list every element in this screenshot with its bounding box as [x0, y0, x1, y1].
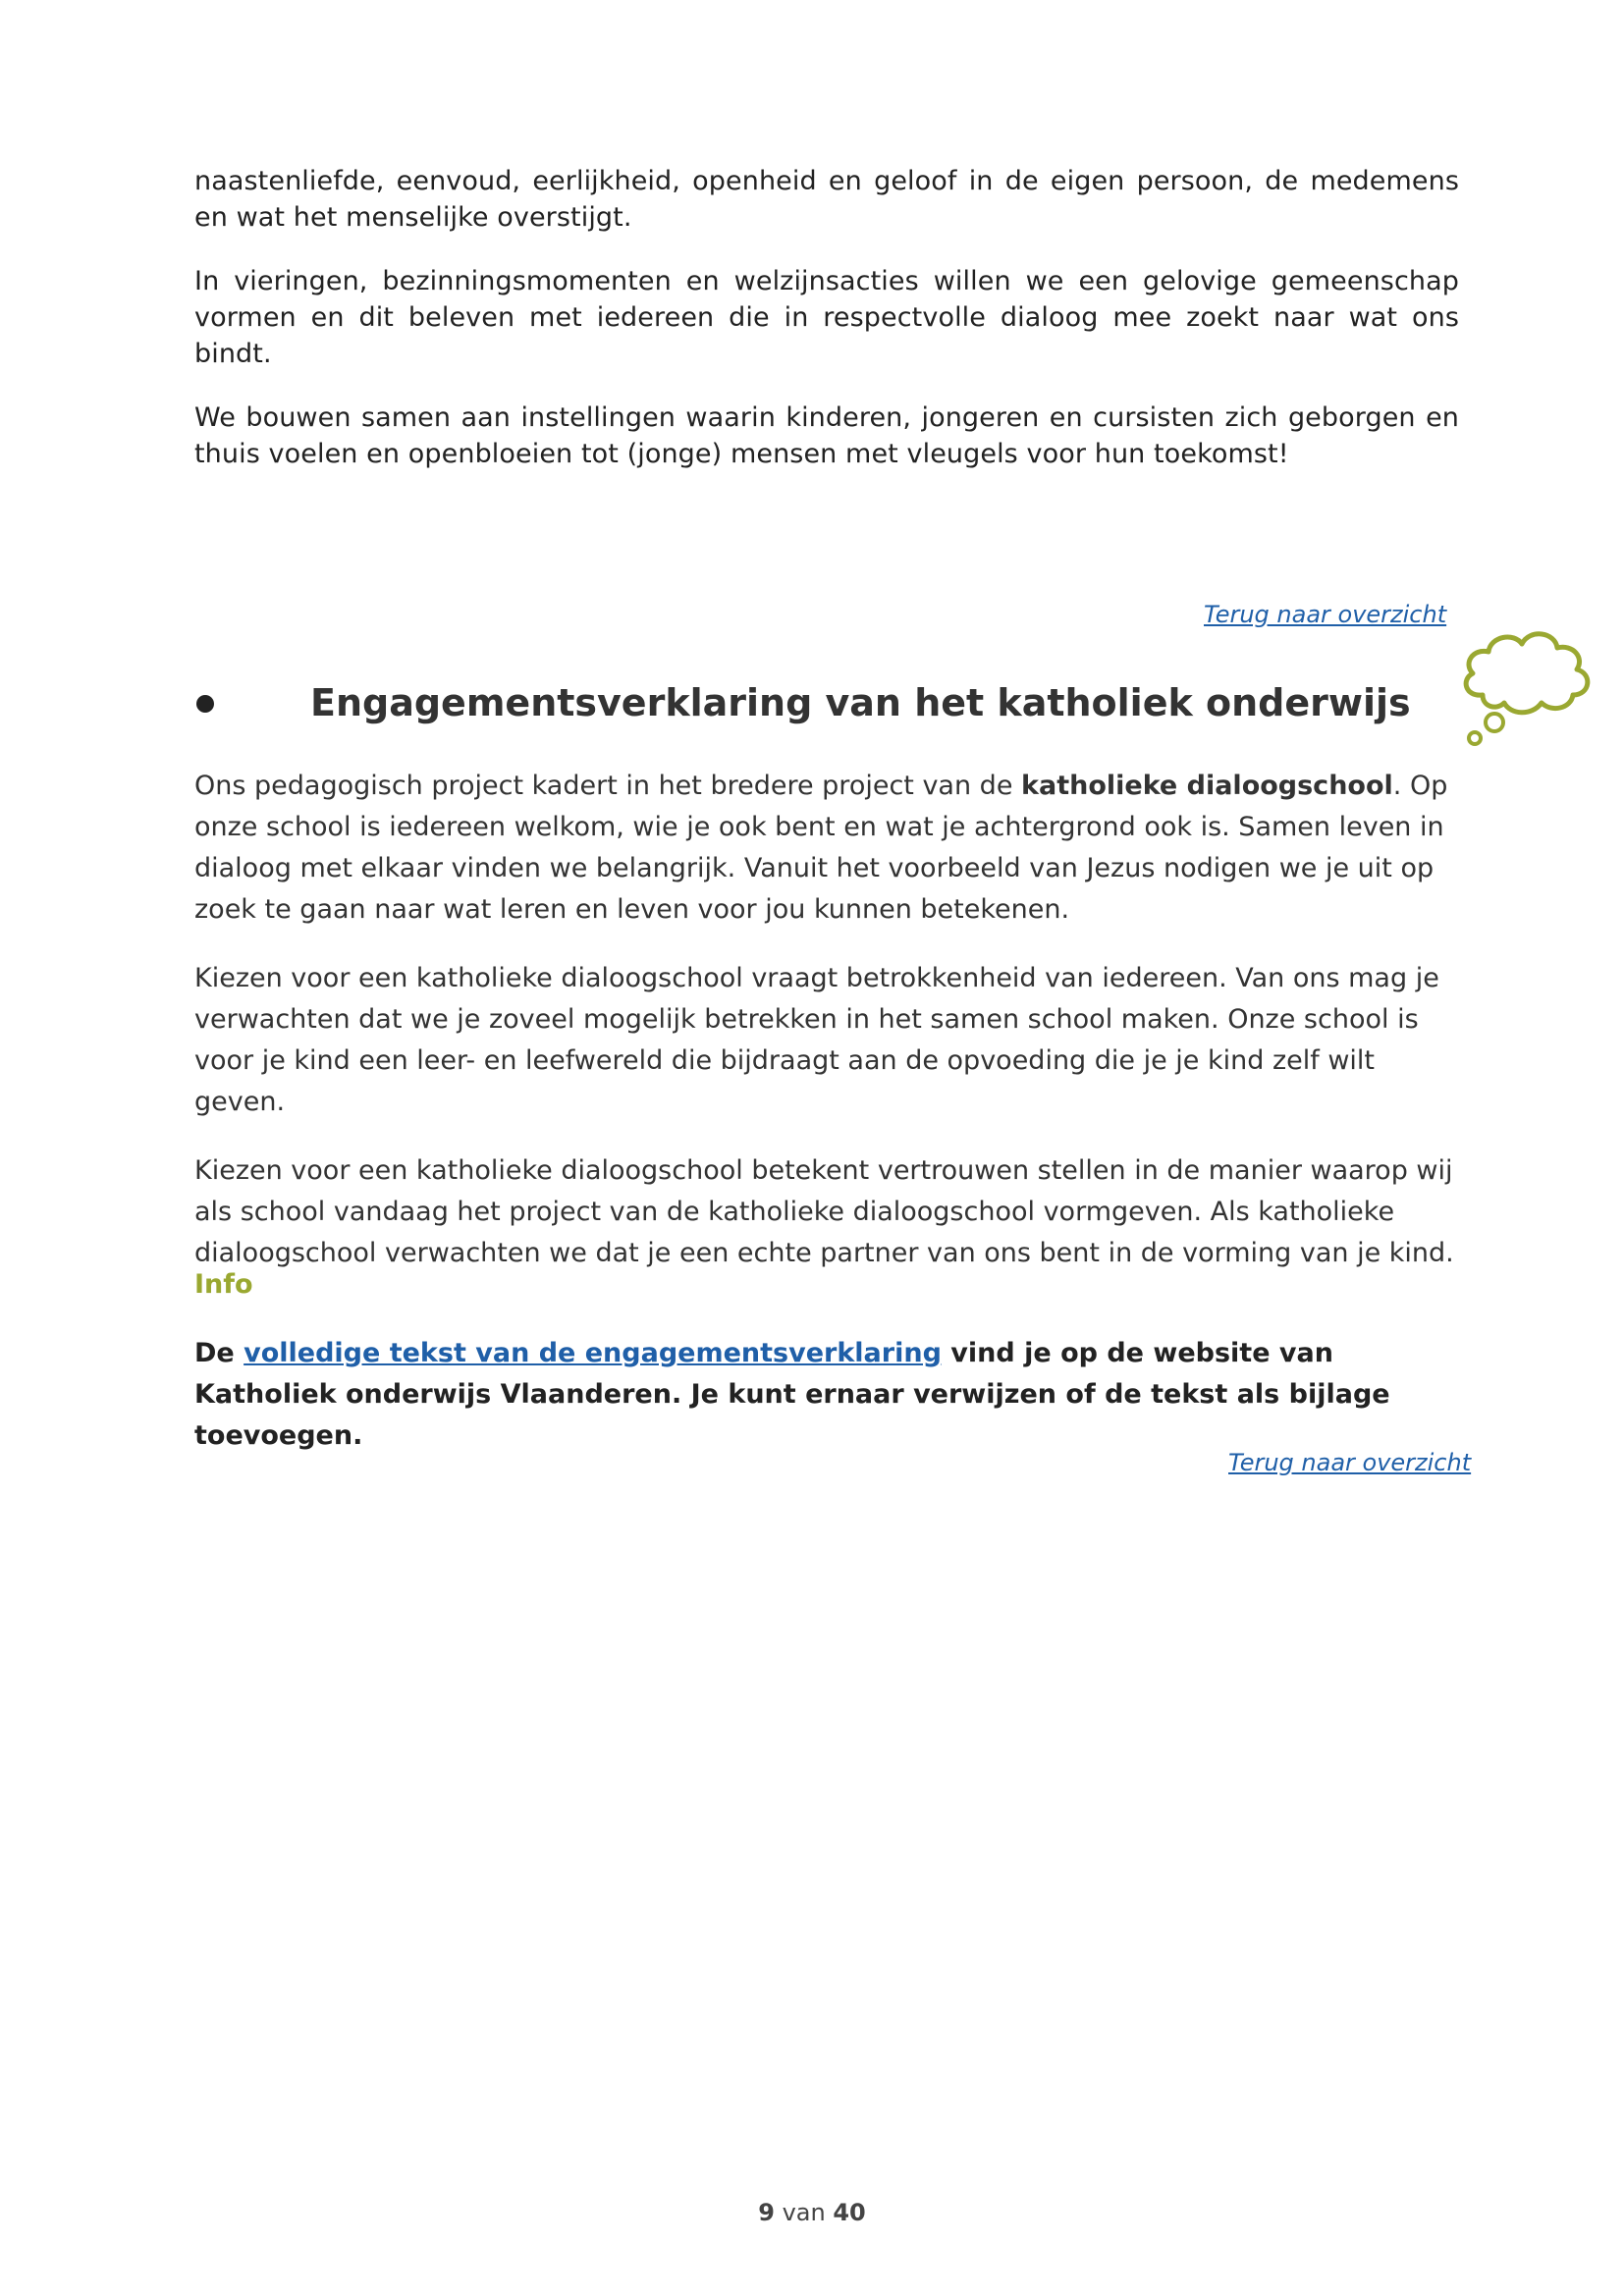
section-body [194, 766, 1471, 1274]
info-note [194, 1333, 1471, 1457]
page-number [0, 2199, 1624, 2226]
paragraph: Kiezen voor een katholieke dialoogschool betekent vertrouwen stellen in de manier waarop wij als school vandaag het project van de katholieke dialoogschool vormgeven. Als katholieke dialoogschool verwachten we dat je een echte partner van ons bent in de vorming van je kind. [194, 1155, 1454, 1268]
paragraph: naastenliefde, eenvoud, eerlijkheid, openheid en geloof in de eigen persoon, de medemens en wat het menselijke overstijgt. [194, 166, 1459, 233]
back-to-overview-link[interactable]: Terug naar overzicht [1204, 601, 1447, 628]
back-to-overview-link[interactable]: Terug naar overzicht [1228, 1449, 1472, 1476]
thought-cloud-icon [1453, 618, 1600, 751]
current-page: 9 [758, 2199, 775, 2226]
paragraph: We bouwen samen aan instellingen waarin kinderen, jongeren en cursisten zich geborgen en thuis voelen en openbloeien tot (jonge) mensen met vleugels voor hun toekomst! [194, 402, 1459, 469]
bullet-icon [196, 695, 214, 713]
emphasis-text: katholieke dialoogschool [1021, 771, 1393, 801]
paragraph [194, 766, 1471, 931]
note-text: vind je op de website van Katholiek onderwijs Vlaanderen. Je kunt ernaar verwijzen of de tekst als bijlage toevoegen. [194, 1338, 1390, 1451]
paragraph: In vieringen, bezinningsmomenten en welzijnsacties willen we een gelovige gemeenschap vormen en dit beleven met iedereen die in respectvolle dialoog mee zoekt naar wat ons bindt. [194, 266, 1459, 369]
paragraph: Kiezen voor een katholieke dialoogschool vraagt betrokkenheid van iedereen. Van ons mag je verwachten dat we je zoveel mogelijk betrekken in het samen school maken. Onze school is voor je kind een leer- en leefwereld die bijdraagt aan de opvoeding die je je kind zelf wilt geven. [194, 963, 1439, 1117]
paragraph-text: Ons pedagogisch project kadert in het bredere project van de [194, 771, 1022, 801]
note-text: De [194, 1338, 244, 1368]
total-pages: 40 [833, 2199, 866, 2226]
info-label: Info [194, 1269, 253, 1300]
page-separator: van [774, 2199, 834, 2226]
paragraph-text: . Op onze school is iedereen welkom, wie je ook bent en wat je achtergrond ook is. Samen leven in dialoog met elkaar vinden we belangrijk. Vanuit het voorbeeld van Jezus nodigen we je uit op zoek te gaan naar wat leren en leven voor jou kunnen betekenen. [194, 771, 1448, 925]
section-title: Engagementsverklaring van het katholiek onderwijs [310, 681, 1411, 724]
top-text-block [194, 163, 1459, 472]
engagement-declaration-link[interactable]: volledige tekst van de engagementsverklaring [244, 1338, 942, 1368]
